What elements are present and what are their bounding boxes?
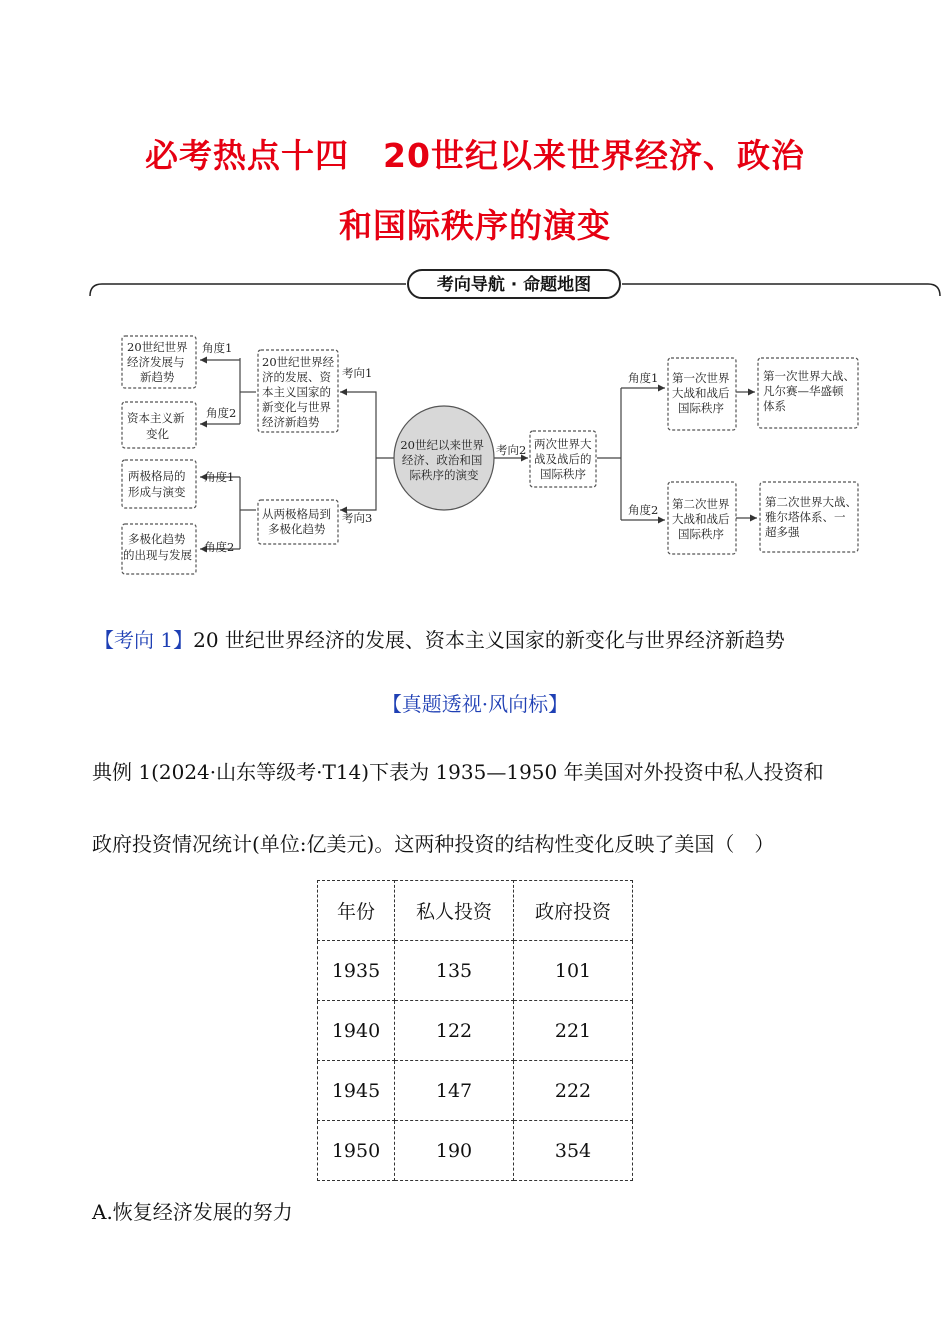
center-text: 20世纪以来世界 经济、政治和国 际秩序的演变 <box>400 438 484 482</box>
topic-mind-map <box>118 330 868 580</box>
header-private: 私人投资 <box>395 881 514 941</box>
label-dir1-angle2: 角度2 <box>206 406 237 420</box>
cell-government: 222 <box>514 1061 633 1121</box>
cell-private: 122 <box>395 1001 514 1061</box>
angle-box-capitalism-change <box>122 402 196 448</box>
cell-private: 147 <box>395 1061 514 1121</box>
dir2-angle1-text: 第一次世界 大战和战后 国际秩序 <box>672 371 730 415</box>
subheading: 【真题透视·风向标】 <box>381 692 569 716</box>
title-right: 20世纪以来世界经济、政治 <box>383 136 805 175</box>
dir3-angle1-text: 两极格局的 形成与演变 <box>128 469 186 499</box>
banner-label: 考向导航 · 命题地图 <box>436 275 592 295</box>
label-dir3-angle2: 角度2 <box>204 540 235 554</box>
cell-government: 221 <box>514 1001 633 1061</box>
title-left: 必考热点十四 <box>145 136 350 175</box>
header-year: 年份 <box>318 881 395 941</box>
question-line-2: 政府投资情况统计(单位:亿美元)。这两种投资的结构性变化反映了美国（ ） <box>92 832 775 856</box>
section-banner <box>88 266 944 306</box>
cell-government: 101 <box>514 941 633 1001</box>
cell-private: 190 <box>395 1121 514 1181</box>
label-dir1: 考向1 <box>342 366 373 380</box>
dir2-result1-text: 第一次世界大战、 凡尔赛—华盛顿 体系 <box>763 369 855 413</box>
direction-3-text: 从两极格局到 多极化趋势 <box>262 507 331 536</box>
dir2-result2-text: 第二次世界大战、 雅尔塔体系、一 超多强 <box>765 495 857 539</box>
table-row <box>318 1001 633 1061</box>
cell-year: 1945 <box>318 1061 395 1121</box>
section-text: 20 世纪世界经济的发展、资本主义国家的新变化与世界经济新趋势 <box>193 628 785 652</box>
cell-year: 1935 <box>318 941 395 1001</box>
question-line-1: 典例 1(2024·山东等级考·T14)下表为 1935—1950 年美国对外投资中私人投资和 <box>92 760 824 784</box>
dir3-angle2-text: 多极化趋势 的出现与发展 <box>123 532 192 562</box>
table-row <box>318 1121 633 1181</box>
header-government: 政府投资 <box>514 881 633 941</box>
page-title-line1 <box>0 130 950 177</box>
label-dir3-angle1: 角度1 <box>204 470 235 484</box>
cell-private: 135 <box>395 941 514 1001</box>
label-dir2: 考向2 <box>496 443 527 457</box>
section-tag: 【考向 1】 <box>94 628 194 652</box>
label-dir2-angle2: 角度2 <box>628 503 659 517</box>
section-heading <box>94 624 785 653</box>
table-row <box>318 941 633 1001</box>
cell-year: 1940 <box>318 1001 395 1061</box>
label-dir2-angle1: 角度1 <box>628 371 659 385</box>
angle-box-bipolar <box>122 460 196 508</box>
dir1-angle1-text: 20世纪世界 经济发展与 新趋势 <box>127 340 188 384</box>
option-a: A.恢复经济发展的努力 <box>92 1200 293 1224</box>
cell-year: 1950 <box>318 1121 395 1181</box>
investment-table <box>317 880 633 1181</box>
label-dir3: 考向3 <box>342 511 373 525</box>
table-row <box>318 1061 633 1121</box>
table-header-row <box>318 881 633 941</box>
dir1-angle2-text: 资本主义新 变化 <box>127 411 185 441</box>
page-title-line2: 和国际秩序的演变 <box>339 206 611 245</box>
direction-2-text: 两次世界大 战及战后的 国际秩序 <box>534 437 592 481</box>
cell-government: 354 <box>514 1121 633 1181</box>
label-dir1-angle1: 角度1 <box>202 341 233 355</box>
direction-1-text: 20世纪世界经 济的发展、资 本主义国家的 新变化与世界 经济新趋势 <box>262 355 335 429</box>
dir2-angle2-text: 第二次世界 大战和战后 国际秩序 <box>672 497 730 541</box>
